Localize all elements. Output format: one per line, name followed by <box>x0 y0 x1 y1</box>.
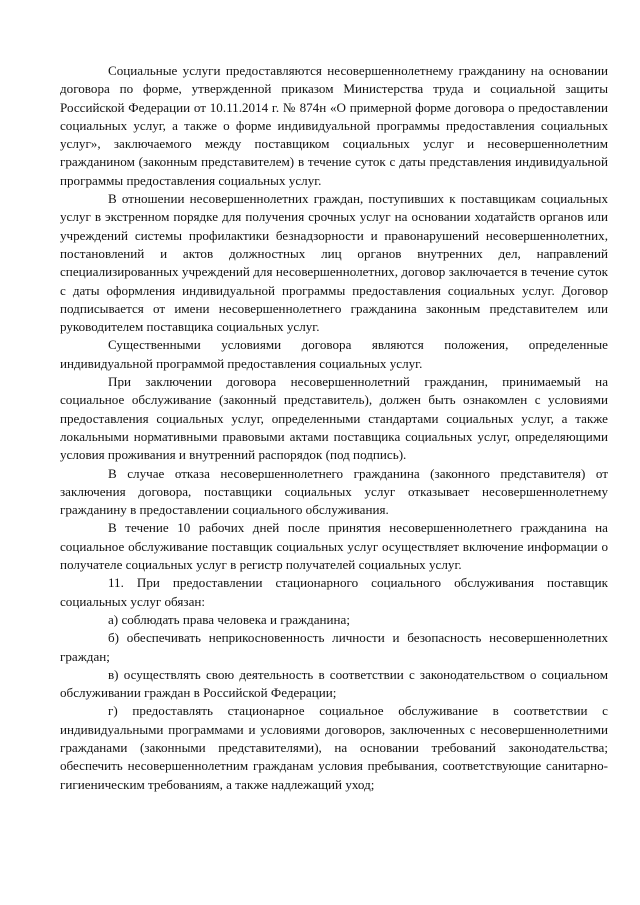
list-item-a: а) соблюдать права человека и гражданина; <box>108 611 350 627</box>
paragraph-emergency-admission: В отношении несовершеннолетних граждан, поступивших к поставщикам социальных услуг в экстренном порядке для получения срочных услуг на основании ходатайств органов или учреждений системы профилактики безнадзорности и правонарушений несовершеннолетних, постановлений и актов должностных лиц органов внутренних дел, направлений специализированных учреждений для несовершеннолетних, договор заключается в течение суток с даты оформления индивидуальной программы предоставления социальных услуг. Договор подписывается от имени несовершеннолетнего гражданина законным представителем или руководителем поставщика социальных услуг. <box>60 191 608 335</box>
paragraph-contract-basis: Социальные услуги предоставляются несовершеннолетнему гражданину на основании договора по форме, утвержденной приказом Министерства труда и социальной защиты Российской Федерации от 10.11.2014 г. № 874н «О примерной форме договора о предоставлении социальных услуг, а также о форме индивидуальной программы предоставления социальных услуг», заключаемого между поставщиком социальных услуг и несовершеннолетним гражданином (законным представителем) в течение суток с даты представления индивидуальной программы предоставления социальных услуг. <box>60 63 608 188</box>
paragraph-familiarization: При заключении договора несовершеннолетний гражданин, принимаемый на социальное обслуживание (законный представитель), должен быть ознакомлен с условиями предоставления социальных услуг, определенными стандартами социальных услуг, а также локальными нормативными правовыми актами поставщика социальных услуг, определяющими условия проживания и внутренний распорядок (под подпись). <box>60 374 608 463</box>
paragraph-clause-11: 11. При предоставлении стационарного социального обслуживания поставщик социальных услуг обязан: <box>60 575 608 609</box>
list-item-g: г) предоставлять стационарное социальное обслуживание в соответствии с индивидуальными программами и условиями договоров, заключенных с несовершеннолетними гражданами (законными представителями), на основании требований законодательства; обеспечить несовершеннолетним гражданам условия пребывания, соответствующие санитарно-гигиеническим требованиям, а также надлежащий уход; <box>60 703 608 792</box>
paragraph-registry: В течение 10 рабочих дней после принятия несовершеннолетнего гражданина на социальное обслуживание поставщик социальных услуг осуществляет включение информации о получателе социальных услуг в регистр получателей социальных услуг. <box>60 520 608 573</box>
list-item-b: б) обеспечивать неприкосновенность личности и безопасность несовершеннолетних граждан; <box>60 630 608 664</box>
paragraph-essential-terms: Существенными условиями договора являются положения, определенные индивидуальной программой предоставления социальных услуг. <box>60 337 608 371</box>
paragraph-refusal: В случае отказа несовершеннолетнего гражданина (законного представителя) от заключения договора, поставщики социальных услуг отказывает несовершеннолетнему гражданину в предоставлении социального обслуживания. <box>60 465 608 518</box>
list-item-v: в) осуществлять свою деятельность в соответствии с законодательством о социальном обслуживании граждан в Российской Федерации; <box>60 666 608 701</box>
document-page <box>60 62 608 794</box>
